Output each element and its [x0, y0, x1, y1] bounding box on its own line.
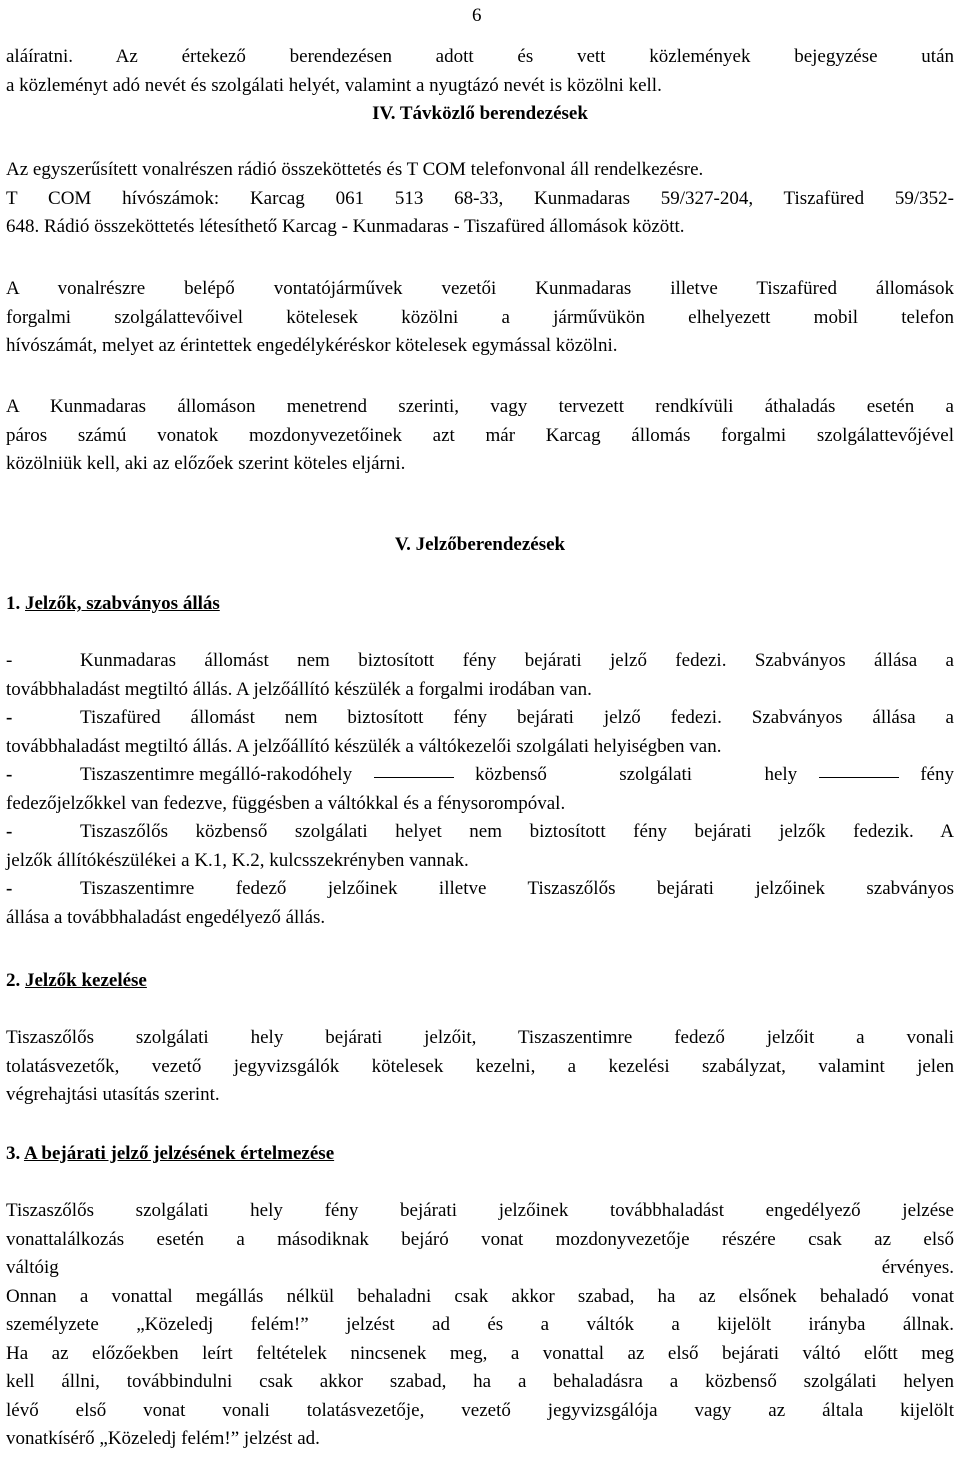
text-line: továbbhaladást megtiltó állás. A jelzőállító készülék a forgalmi irodában van. [6, 678, 592, 700]
text-line: Tiszaszőlős közbenső szolgálati helyet nem biztosított fény bejárati jelzők fedezik. A [80, 821, 954, 842]
subheading-title: Jelzők kezelése [25, 970, 147, 991]
text-line: vonattalálkozás esetén a másodiknak bejáró vonat mozdonyvezetője részére csak az első [6, 1228, 954, 1250]
section-iv-body [6, 156, 954, 242]
text-segment: közbenső szolgálati hely [475, 764, 798, 785]
text-line: fedezőjelzőkkel van fedezve, függésben a váltókkal és a fénysorompóval. [6, 792, 566, 814]
subheading-3 [6, 1140, 954, 1169]
text-line: közölniük kell, aki az előzőek szerint köteles eljárni. [6, 453, 406, 474]
text-line: Tiszafüred állomást nem biztosított fény bejárati jelző fedezi. Szabványos állása a [80, 707, 954, 728]
text-segment: Tiszaszentimre megálló-rakodóhely [80, 764, 353, 785]
subheading-number: 1. [6, 593, 25, 614]
text-line: T COM hívószámok: Karcag 061 513 68-33, Kunmadaras 59/327-204, Tiszafüred 59/352- [6, 187, 954, 209]
text-line: vonatkísérő „Közeledj felém!” jelzést ad. [6, 1428, 320, 1449]
text-line: váltóig érvényes. [6, 1257, 954, 1278]
text-line: jelzők állítókészülékei a K.1, K.2, kulcsszekrényben vannak. [6, 849, 469, 871]
text-line: állása a továbbhaladást engedélyező állás. [6, 906, 326, 928]
text-line: Onnan a vonattal megállás nélkül behaladni csak akkor szabad, ha az elsőnek behaladó vonat [6, 1285, 954, 1307]
signal-list [6, 647, 954, 932]
subheading-1 [6, 590, 954, 619]
text-line: A Kunmadaras állomáson menetrend szerinti, vagy tervezett rendkívüli áthaladás esetén a [6, 396, 954, 417]
list-item [6, 704, 954, 761]
signal-handling-paragraph [6, 1024, 954, 1110]
list-dash: - [6, 764, 13, 785]
section-iv-paragraph-1 [6, 275, 954, 361]
text-segment: fény [920, 764, 954, 785]
em-dash-rule [374, 777, 454, 778]
text-line: Ha az előzőekben leírt feltételek nincsenek meg, a vonattal az első bejárati váltó előtt meg [6, 1342, 954, 1364]
subheading-2 [6, 967, 954, 996]
signal-interpretation-paragraph [6, 1197, 954, 1454]
text-line: továbbhaladást megtiltó állás. A jelzőállító készülék a váltókezelői szolgálati helyiségben van. [6, 735, 722, 757]
subheading-title: A bejárati jelző jelzésének értelmezése [23, 1143, 335, 1164]
text-line: hívószámát, melyet az érintettek engedélykéréskor kötelesek egymással közölni. [6, 335, 618, 356]
subheading-number: 2. [6, 970, 25, 991]
section-heading-iv: IV. Távközlő berendezések [372, 103, 588, 124]
section-heading-v: V. Jelzőberendezések [394, 534, 566, 555]
list-dash: - [6, 707, 13, 728]
text-line: a közleményt adó nevét és szolgálati helyét, valamint a nyugtázó nevét is közölni kell. [6, 74, 662, 96]
text-line: személyzete „Közeledj felém!” jelzést ad és a váltók a kijelölt irányba állnak. [6, 1314, 954, 1335]
list-item [6, 875, 954, 932]
list-item [6, 818, 954, 875]
text-line: Az egyszerűsített vonalrészen rádió összeköttetés és T COM telefonvonal áll rendelkezésre. [6, 159, 704, 180]
text-line: Tiszaszőlős szolgálati hely fény bejárati jelzőinek továbbhaladást engedélyező jelzése [6, 1200, 954, 1221]
list-dash: - [6, 821, 13, 842]
text-line: 648. Rádió összeköttetés létesíthető Karcag - Kunmadaras - Tiszafüred állomások között. [6, 216, 685, 237]
text-line: Tiszaszőlős szolgálati hely bejárati jelzőit, Tiszaszentimre fedező jelzőit a vonali [6, 1027, 954, 1048]
text-line: lévő első vonat vonali tolatásvezetője, vezető jegyvizsgálója vagy az általa kijelölt [6, 1399, 954, 1421]
text-line: Kunmadaras állomást nem biztosított fény bejárati jelző fedezi. Szabványos állása a [80, 650, 954, 671]
text-line: aláíratni. Az értekező berendezésen adott és vett közlemények bejegyzése után [6, 46, 954, 67]
text-line: páros számú vonatok mozdonyvezetőinek azt már Karcag állomás forgalmi szolgálattevőjével [6, 424, 954, 446]
text-line: A vonalrészre belépő vontatójárművek vezetői Kunmadaras illetve Tiszafüred állomások [6, 278, 954, 299]
subheading-number: 3. [6, 1143, 24, 1164]
list-item [6, 761, 954, 818]
text-line: Tiszaszentimre fedező jelzőinek illetve Tiszaszőlős bejárati jelzőinek szabványos [80, 878, 954, 899]
text-line: tolatásvezetők, vezető jegyvizsgálók kötelesek kezelni, a kezelési szabályzat, valamint jelen [6, 1055, 954, 1077]
text-line: kell állni, továbbindulni csak akkor szabad, ha a behaladásra a közbenső szolgálati helyen [6, 1371, 954, 1392]
subheading-title: Jelzők, szabványos állás [25, 593, 220, 614]
section-iv-paragraph-2 [6, 393, 954, 479]
page-number: 6 [472, 5, 482, 26]
list-dash: - [6, 650, 13, 671]
text-line: forgalmi szolgálattevőivel kötelesek közölni a járművükön elhelyezett mobil telefon [6, 306, 954, 328]
intro-paragraph [6, 43, 954, 100]
em-dash-rule [819, 777, 899, 778]
list-dash: - [6, 878, 13, 899]
text-line: végrehajtási utasítás szerint. [6, 1084, 220, 1105]
list-item [6, 647, 954, 704]
